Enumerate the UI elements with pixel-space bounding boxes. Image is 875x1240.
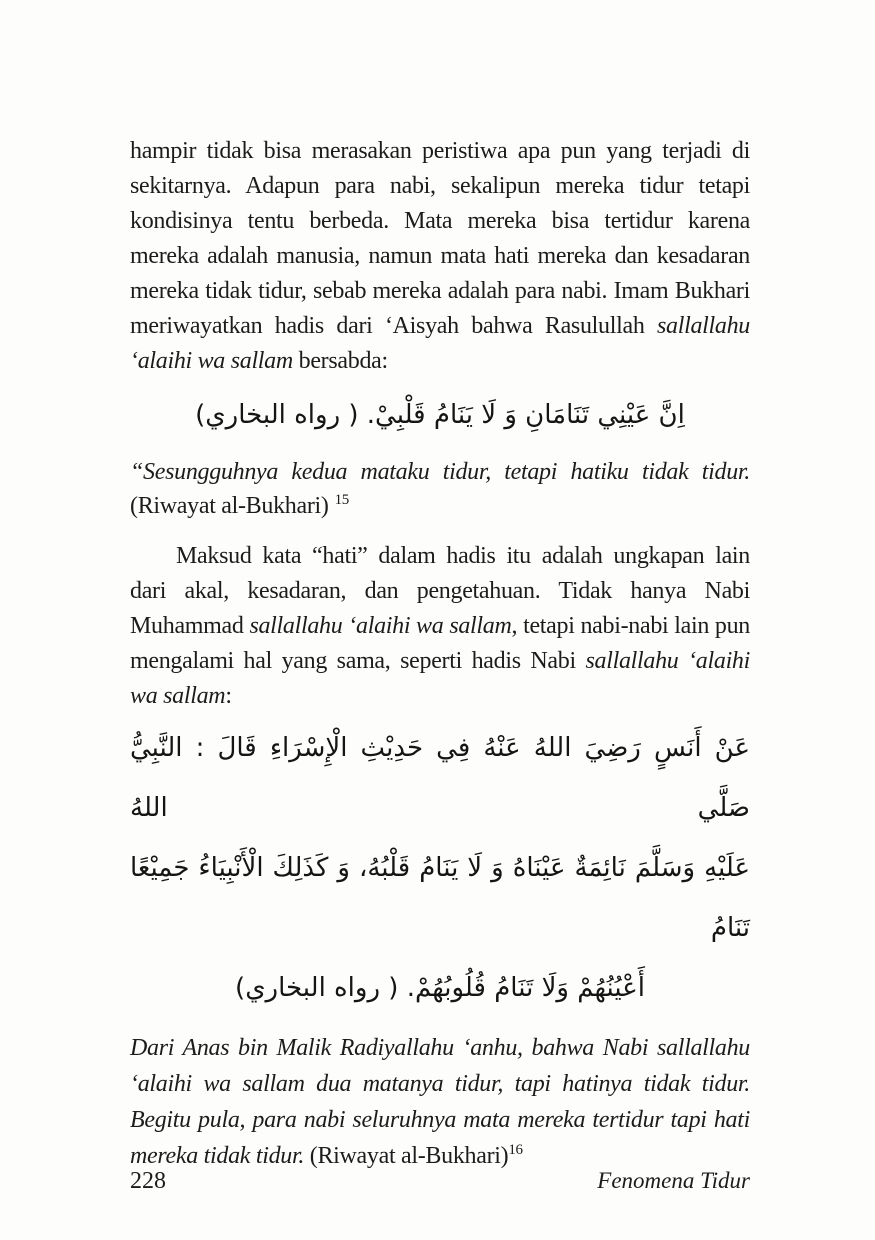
paragraph-1: [130, 134, 750, 379]
translation-1-source: (Riwayat al-Bukhari): [130, 493, 329, 519]
paragraph-2-seg3: :: [225, 683, 232, 709]
page-footer: [130, 1168, 750, 1195]
page-content: [130, 134, 750, 1174]
paragraph-2-seg2: , tetapi nabi-nabi lain pun mengalami hal yang sama, seperti hadis Nabi: [130, 613, 750, 674]
arabic-hadith-1: اِنَّ عَيْنِي تَنَامَانِ وَ لَا يَنَامُ قَلْبِيْ. ( رواه البخاري): [195, 400, 685, 430]
arabic-hadith-2: [130, 718, 750, 1018]
arabic-hadith-2-line-1: عَنْ أَنَسٍ رَضِيَ اللهُ عَنْهُ فِي حَدِيْثِ الْإِسْرَاءِ قَالَ : النَّبِيُّ صَلَّي اللهُ: [130, 733, 750, 823]
translation-1-text: “Sesungguhnya kedua mataku tidur, tetapi hatiku tidak tidur.: [130, 459, 750, 485]
translation-2: [130, 1030, 750, 1174]
running-title: Fenomena Tidur: [597, 1168, 750, 1193]
arabic-hadith-2-line-3: أَعْيُنُهُمْ وَلَا تَنَامُ قُلُوبُهُمْ. ( رواه البخاري): [235, 973, 645, 1003]
paragraph-1-text-after: bersabda:: [292, 348, 388, 374]
translation-2-text: Dari Anas bin Malik Radiyallahu ‘anhu, bahwa Nabi sallallahu ‘alaihi wa sallam dua matanya tidur, tapi hatinya tidak tidur. Begitu pula, para nabi seluruhnya mata mereka tertidur tapi hati mereka tidak tidur.: [130, 1035, 750, 1169]
page-number: 228: [130, 1168, 166, 1194]
translation-1: [130, 455, 750, 523]
footnote-marker-15: 15: [334, 492, 350, 508]
paragraph-2-italic-phrase-1: sallallahu ‘alaihi wa sallam: [249, 613, 512, 639]
paragraph-1-text: hampir tidak bisa merasakan peristiwa apa pun yang terjadi di sekitarnya. Adapun para nabi, sekalipun mereka tidur tetapi kondisinya tentu berbeda. Mata mereka bisa tertidur karena mereka adalah manusia, namun mata hati mereka dan kesadaran mereka tidak tidur, sebab mereka adalah para nabi. Imam Bukhari meriwayatkan hadis dari ‘Aisyah bahwa Rasulullah: [130, 138, 750, 339]
paragraph-2-italic-phrase-2: sallallahu ‘alaihi wa sallam: [130, 648, 751, 709]
footnote-marker-16: 16: [508, 1142, 523, 1158]
arabic-hadith-2-line-2: عَلَيْهِ وَسَلَّمَ نَائِمَةٌ عَيْنَاهُ وَ لَا يَنَامُ قَلْبُهُ، وَ كَذَلِكَ الْأَنْبِيَاءُ جَمِيْعًا تَنَامُ: [130, 853, 750, 943]
translation-2-source: (Riwayat al-Bukhari): [309, 1143, 509, 1169]
paragraph-2: [130, 539, 750, 714]
paragraph-1-italic-phrase: sallallahu ‘alaihi wa sallam: [130, 313, 750, 374]
paragraph-2-seg1: Maksud kata “hati” dalam hadis itu adalah ungkapan lain dari akal, kesadaran, dan pengetahuan. Tidak hanya Nabi Muhammad: [130, 543, 750, 639]
